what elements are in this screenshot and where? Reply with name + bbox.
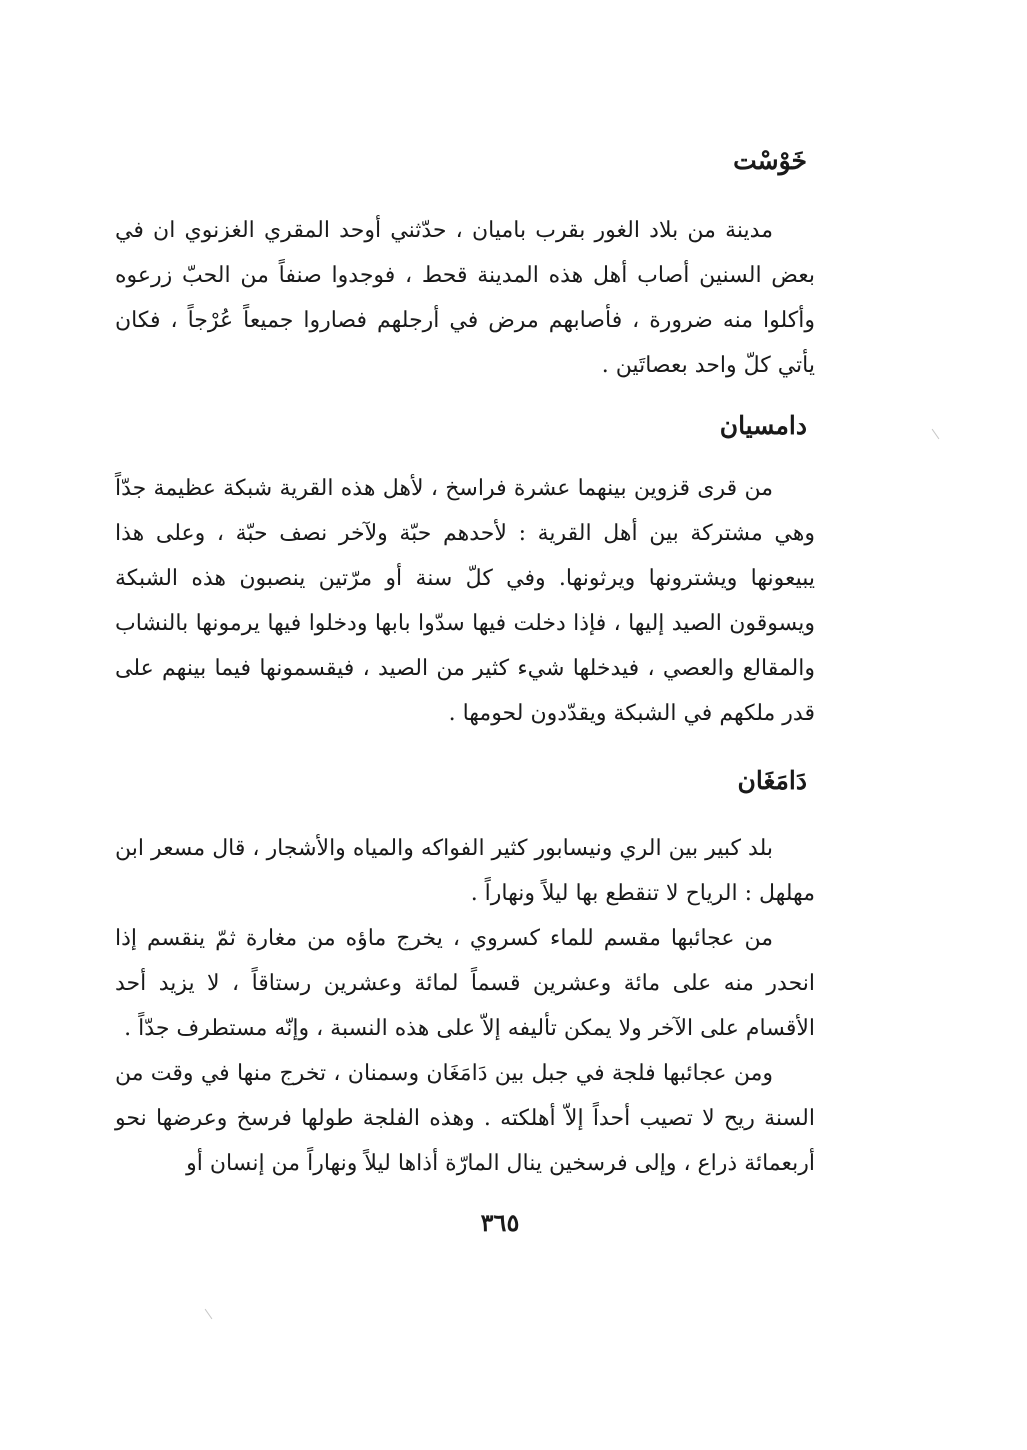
entry-heading-khost: خَوْسْت	[733, 146, 807, 175]
paragraph: مدينة من بلاد الغور بقرب باميان ، حدّثني أوحد المقري الغزنوي ان في بعض السنين أصاب أهل هذه المدينة قحط ، فوجدوا صنفاً من الحبّ زرعوه وأكلوا منه ضرورة ، فأصابهم مرض في أرجلهم فصاروا جميعاً عُرْجاً ، فكان يأتي كلّ واحد بعصاتَين .	[115, 218, 815, 378]
entry-heading-damsiyan: دامسيان	[719, 411, 807, 440]
scan-speck	[205, 1309, 213, 1319]
entry-body-damghan	[115, 826, 815, 1186]
paragraph: بلد كبير بين الري ونيسابور كثير الفواكه والمياه والأشجار ، قال مسعر ابن مهلهل : الرياح لا تنقطع بها ليلاً ونهاراً .	[115, 836, 815, 906]
paragraph: من عجائبها مقسم للماء كسروي ، يخرج ماؤه من مغارة ثمّ ينقسم إذا انحدر منه على مائة وعشرين قسماً لمائة وعشرين رستاقاً ، لا يزيد أحد الأقسام على الآخر ولا يمكن تأليفه إلاّ على هذه النسبة ، وإنّه مستطرف جدّاً .	[115, 926, 815, 1041]
entry-heading-damghan: دَامَغَان	[737, 766, 807, 795]
page-number: ٣٦٥	[480, 1208, 520, 1237]
scan-speck	[932, 429, 940, 439]
entry-body-damsiyan	[115, 466, 815, 736]
paragraph: من قرى قزوين بينهما عشرة فراسخ ، لأهل هذه القرية شبكة عظيمة جدّاً وهي مشتركة بين أهل القرية : لأحدهم حبّة ولآخر نصف حبّة ، وعلى هذا يبيعونها ويشترونها ويرثونها. وفي كلّ سنة أو مرّتين ينصبون هذه الشبكة ويسوقون الصيد إليها ، فإذا دخلت فيها سدّوا بابها ودخلوا فيها يرمونها بالنشاب والمقالع والعصي ، فيدخلها شيء كثير من الصيد ، فيقسمونها فيما بينهم على قدر ملكهم في الشبكة ويقدّدون لحومها .	[115, 476, 815, 726]
paragraph: ومن عجائبها فلجة في جبل بين دَامَغَان وسمنان ، تخرج منها في وقت من السنة ريح لا تصيب أحداً إلاّ أهلكته . وهذه الفلجة طولها فرسخ وعرضها نحو أربعمائة ذراع ، وإلى فرسخين ينال المارّة أذاها ليلاً ونهاراً من إنسان أو	[115, 1061, 815, 1176]
entry-body-khost	[115, 208, 815, 388]
